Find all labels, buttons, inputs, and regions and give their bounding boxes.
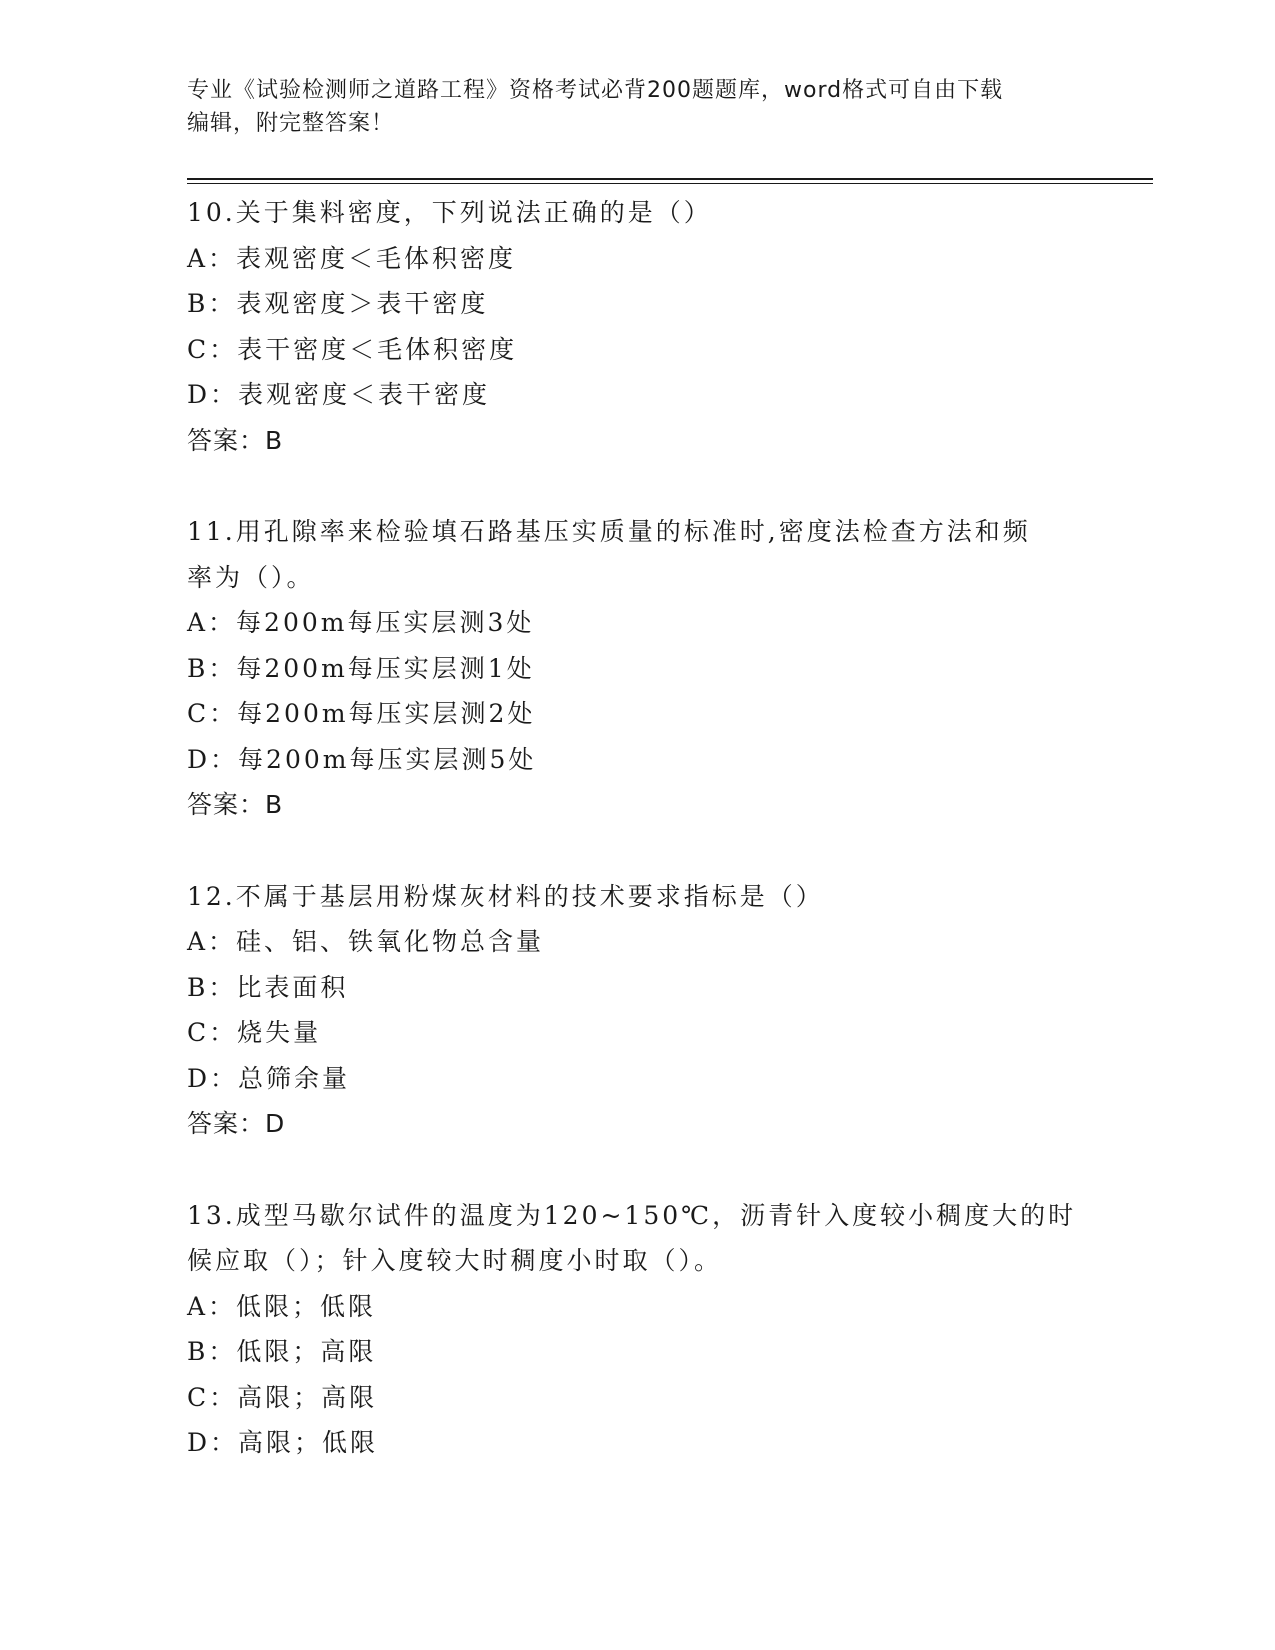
question-stem-continued: 候应取（）；针入度较大时稠度小时取（）。 [187, 1246, 723, 1275]
question-stem: 11.用孔隙率来检验填石路基压实质量的标准时,密度法检查方法和频 [187, 517, 1031, 546]
option-b: B：比表面积 [187, 972, 349, 1002]
question-stem: 12.不属于基层用粉煤灰材料的技术要求指标是（） [187, 881, 824, 911]
answer-line: 答案：B [187, 790, 284, 819]
header-line-1: 专业《试验检测师之道路工程》资格考试必背200题题库，word格式可自由下载 [187, 78, 1004, 103]
option-d: D：每200m每压实层测5处 [187, 744, 537, 774]
question-stem-continued: 率为（）。 [187, 562, 315, 592]
option-a: A：表观密度＜毛体积密度 [187, 243, 517, 273]
option-c: C：每200m每压实层测2处 [187, 699, 536, 728]
header-divider-thin [187, 183, 1153, 184]
question-stem: 10.关于集料密度，下列说法正确的是（） [187, 198, 712, 227]
option-c: C：表干密度＜毛体积密度 [187, 334, 518, 364]
header-divider-thick [187, 178, 1153, 180]
question-13 [187, 1193, 1087, 1466]
document-header [187, 74, 1087, 140]
option-c: C：烧失量 [187, 1018, 322, 1047]
answer-line: 答案：B [187, 425, 284, 455]
option-b: B：低限；高限 [187, 1337, 377, 1366]
answer-line: 答案：D [187, 1109, 286, 1138]
option-a: A：低限；低限 [187, 1291, 377, 1321]
option-d: D：表观密度＜表干密度 [187, 380, 491, 409]
header-line-2: 编辑，附完整答案！ [187, 111, 395, 136]
option-b: B：表观密度＞表干密度 [187, 289, 489, 318]
option-c: C：高限；高限 [187, 1382, 378, 1412]
question-12 [187, 874, 1087, 1147]
question-10 [187, 190, 1087, 463]
question-11 [187, 509, 1087, 828]
option-d: D：高限；低限 [187, 1428, 379, 1457]
option-b: B：每200m每压实层测1处 [187, 653, 535, 683]
option-d: D：总筛余量 [187, 1063, 351, 1093]
question-stem: 13.成型马歇尔试件的温度为120~150℃，沥青针入度较小稠度大的时 [187, 1200, 1077, 1230]
option-a: A：硅、铝、铁氧化物总含量 [187, 927, 545, 956]
question-list [187, 190, 1087, 1512]
option-a: A：每200m每压实层测3处 [187, 608, 535, 637]
